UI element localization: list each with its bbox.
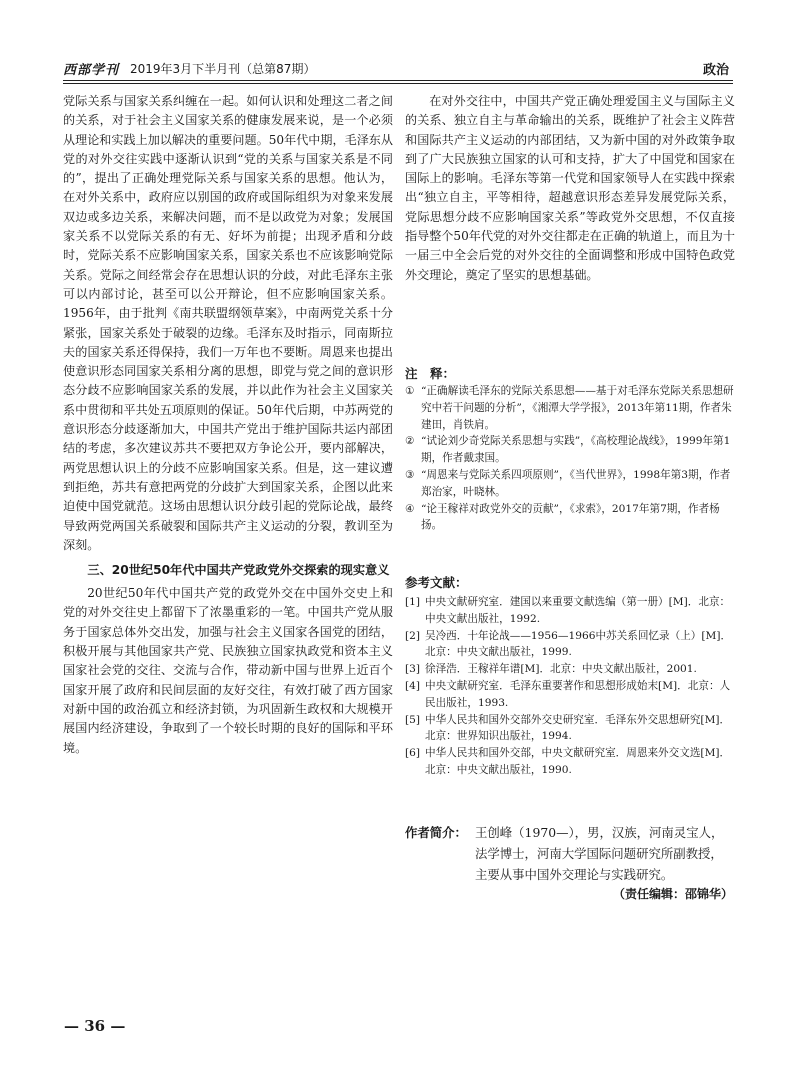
note-item — [405, 433, 735, 467]
reference-number: [3] — [405, 663, 421, 676]
note-text: “正确解读毛泽东的党际关系思想——基于对毛泽东党际关系思想研究中若干问题的分析”，《湘潭大学学报》，2013年第11期，作者朱建田，肖铁肩。 — [421, 385, 734, 431]
reference-text: 吴冷西．十年论战——1956—1966中苏关系回忆录（上）[M]．北京：中央文献出版社，1999. — [425, 629, 732, 659]
references-title: 参考文献： — [405, 575, 468, 590]
note-item — [405, 383, 735, 433]
left-column — [63, 92, 393, 758]
reference-item — [405, 745, 735, 779]
note-number: ③ — [405, 468, 415, 481]
reference-number: [5] — [405, 713, 421, 726]
references-list — [405, 594, 735, 779]
reference-number: [4] — [405, 679, 421, 692]
body-paragraph: 党际关系与国家关系纠缠在一起。如何认识和处理这二者之间的关系，对于社会主义国家关系的健康发展来说，是一个必须从理论和实践上加以解决的重要问题。50年代中期，毛泽东从党的对外交往实践中逐渐认识到“党的关系与国家关系是不同的”，提出了正确处理党际关系与国家关系的思想。他认为，在对外关系中，政府应以别国的政府或国际组织为对象来发展双边或多边关系，来解决问题，而不是以政党为对象；发展国家关系不以党际关系的有无、好坏为前提；出现矛盾和分歧时，党际关系不应影响国家关系，国家关系也不应该影响党际关系。党际之间经常会存在思想认识的分歧，对此毛泽东主张可以内部讨论，甚至可以公开辩论，但不应影响国家关系。1956年，由于批判《南共联盟纲领草案》，中南两党关系十分紧张，国家关系处于破裂的边缘。毛泽东及时指示，同南斯拉夫的国家关系还得保持，我们一万年也不要断。周恩来也提出使意识形态同国家关系相分离的思想，即党与党之间的意识形态分歧不应影响国家关系的发展，并以此作为社会主义国家关系中贯彻和平共处五项原则的保证。50年代后期，中苏两党的意识形态分歧逐渐加大，中国共产党出于维护国际共运内部团结的考虑，多次建议苏共不要把双方争论公开，要内部解决，两党思想认识上的分歧不应影响国家关系。但是，这一建议遭到拒绝，苏共有意把两党的分歧扩大到国家关系，企图以此来迫使中国党就范。这场由思想认识分歧引起的党际论战，最终导致两党两国关系破裂和国际共产主义运动的分裂，教训至为深刻。 — [63, 94, 393, 552]
reference-text: 中央文献研究室．毛泽东重要著作和思想形成始末[M]．北京：人民出版社，1993. — [425, 679, 731, 709]
reference-text: 中央文献研究室．建国以来重要文献选编（第一册）[M]．北京：中央文献出版社，1992. — [425, 596, 731, 625]
running-header — [63, 58, 733, 78]
reference-text: 中华人民共和国外交部外交史研究室．毛泽东外交思想研究[M]．北京：世界知识出版社，1994. — [425, 713, 731, 743]
responsible-editor: （责任编辑：邵锦华） — [612, 887, 733, 901]
reference-item — [405, 628, 735, 662]
author-bio-label: 作者简介： — [405, 825, 467, 840]
journal-logo: 西部学刊 — [63, 63, 120, 78]
reference-text: 徐泽浩．王稼祥年谱[M]．北京：中央文献出版社，2001. — [425, 663, 697, 676]
right-column — [405, 92, 735, 285]
body-paragraph: 在对外交往中，中国共产党正确处理爱国主义与国际主义的关系、独立自主与革命输出的关系，既维护了社会主义阵营和国际共产主义运动的内部团结，又为新中国的对外政策争取到了广大民族独立国家的认可和支持，扩大了中国党和国家在国际上的影响。毛泽东等第一代党和国家领导人在实践中探索出“独立自主，平等相待，超越意识形态差异发展党际关系，党际思想分歧不应影响国家关系”等政党外交思想，不仅直接指导整个50年代党的对外交往都走在正确的轨道上，而且为十一届三中全会后党的对外交往的全面调整和形成中国特色政党外交理论，奠定了坚实的思想基础。 — [405, 94, 735, 282]
notes-title: 注 释： — [405, 366, 456, 381]
note-item — [405, 467, 735, 501]
note-text: “试论刘少奇党际关系思想与实践”，《高校理论战线》，1999年第1期，作者戴隶国。 — [421, 435, 731, 465]
page-number: — 36 — — [64, 1017, 126, 1035]
section-heading: 三、20世纪50年代中国共产党政党外交探索的现实意义 — [87, 563, 390, 578]
author-bio — [405, 822, 735, 885]
author-bio-text: 王创峰（1970—），男，汉族，河南灵宝人，法学博士，河南大学国际问题研究所副教授，主要从事中国外交理论与实践研究。 — [475, 825, 724, 882]
note-item — [405, 501, 735, 535]
reference-number: [2] — [405, 629, 421, 642]
reference-item — [405, 712, 735, 746]
reference-item — [405, 661, 735, 678]
reference-number: [1] — [405, 596, 421, 608]
reference-text: 中华人民共和国外交部，中央文献研究室．周恩来外交文选[M]．北京：中央文献出版社，1990. — [425, 747, 731, 776]
note-number: ① — [405, 385, 415, 397]
notes-list — [405, 383, 735, 534]
section-label: 政治 — [702, 63, 729, 78]
note-number: ④ — [405, 502, 415, 515]
header-rule — [63, 80, 733, 81]
body-paragraph: 20世纪50年代中国共产党的政党外交在中国外交史上和党的对外交往史上都留下了浓墨重彩的一笔。中国共产党从服务于国家总体外交出发，加强与社会主义国家各国党的团结，积极开展与其他国家共产党、民族独立国家执政党和资本主义国家社会党的交往、交流与合作，带动新中国与世界上近百个国家开展了政府和民间层面的友好交往，有效打破了西方国家对新中国的政治孤立和经济封锁，为巩固新生政权和大规模开展国内经济建设，争取到了一个较长时期的良好的国际和平环境。 — [63, 586, 393, 755]
note-text: “论王稼祥对政党外交的贡献”，《求索》，2017年第7期，作者杨扬。 — [421, 502, 720, 532]
note-number: ② — [405, 435, 415, 448]
issue-info: 2019年3月下半月刊（总第87期） — [130, 62, 316, 76]
note-text: “周恩来与党际关系四项原则”，《当代世界》，1998年第3期，作者郑治家，叶晓林。 — [421, 468, 731, 498]
reference-item — [405, 678, 735, 712]
reference-item — [405, 594, 735, 628]
reference-number: [6] — [405, 747, 421, 760]
header-rule-thin — [63, 83, 733, 84]
